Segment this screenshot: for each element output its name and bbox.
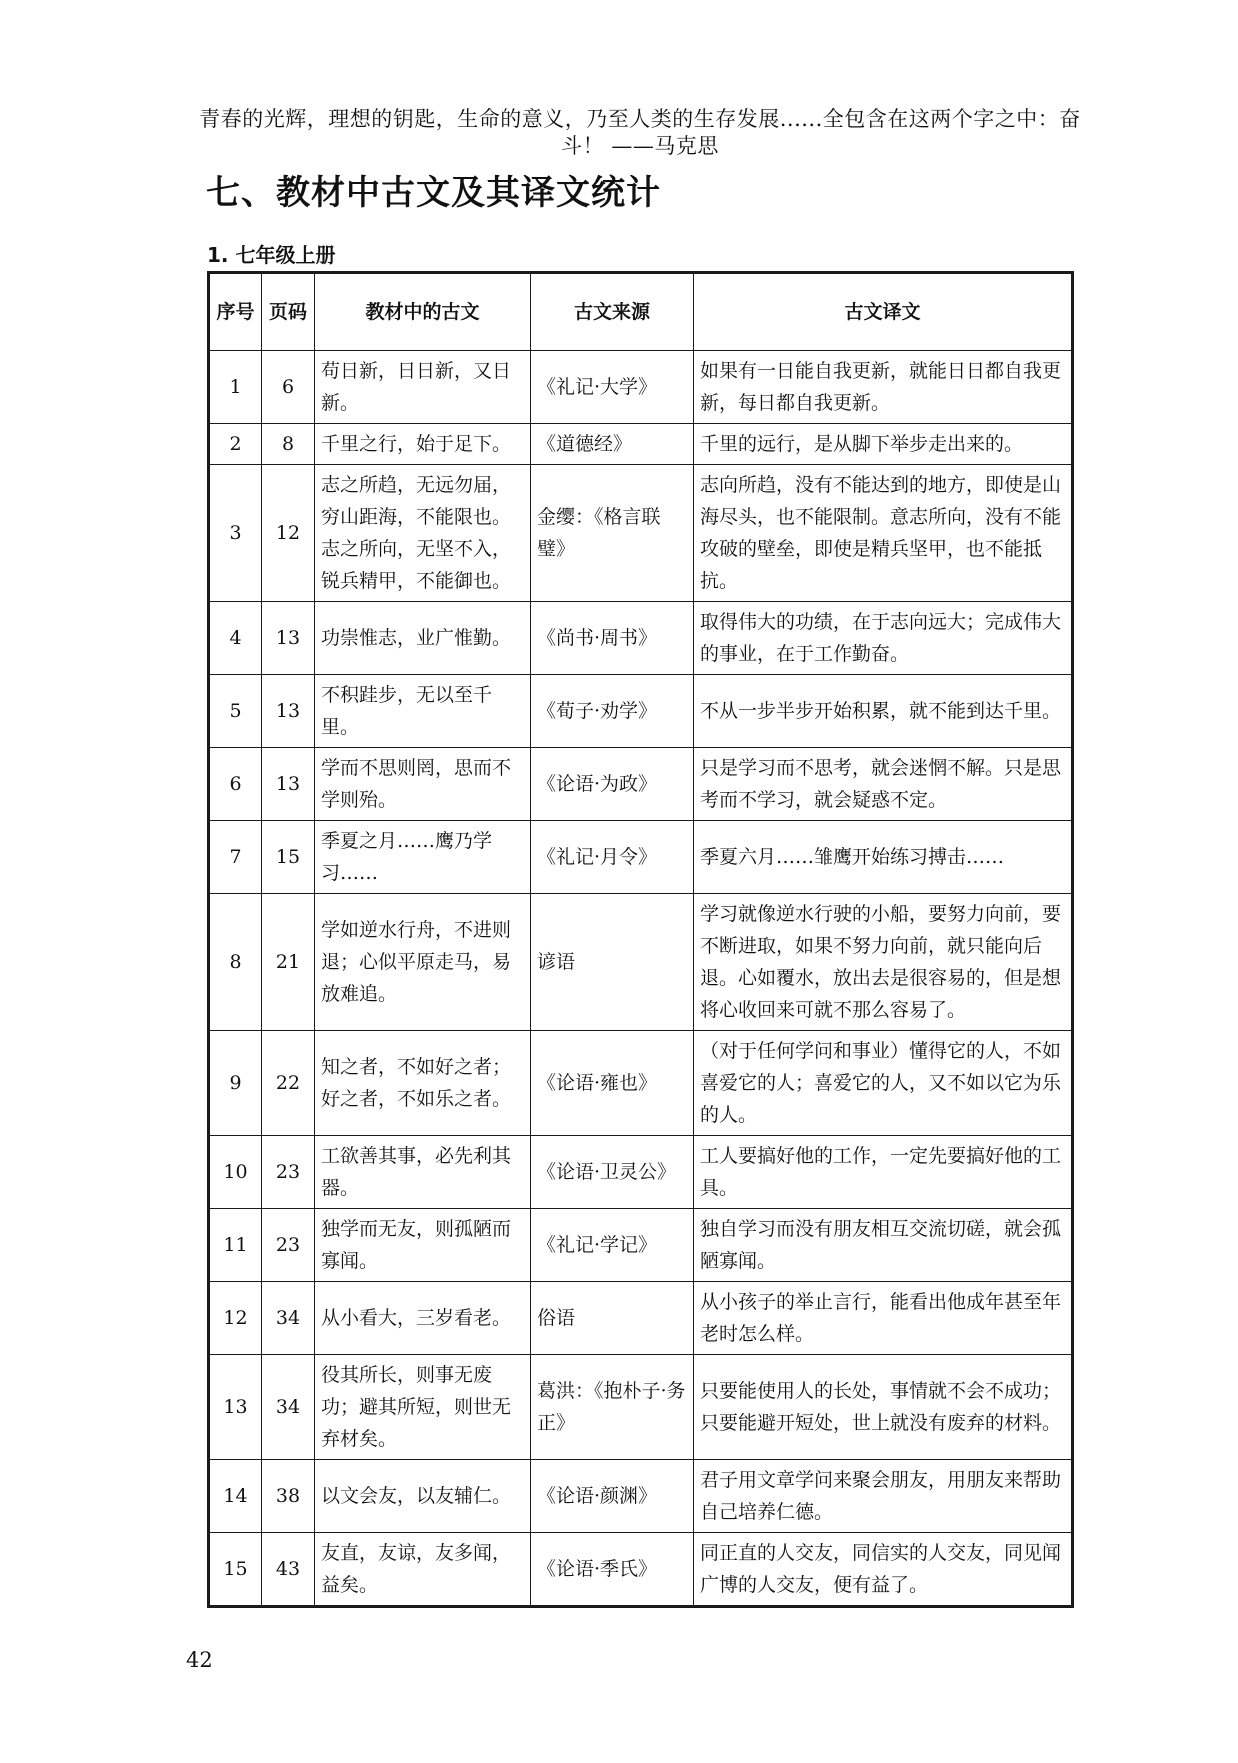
cell-page: 34 bbox=[262, 1355, 315, 1460]
cell-translation: 工人要搞好他的工作，一定先要搞好他的工具。 bbox=[694, 1136, 1073, 1209]
cell-no: 10 bbox=[209, 1136, 262, 1209]
cell-translation: 只是学习而不思考，就会迷惘不解。只是思考而不学习，就会疑惑不定。 bbox=[694, 748, 1073, 821]
cell-source: 《礼记·学记》 bbox=[531, 1209, 694, 1282]
cell-page: 13 bbox=[262, 748, 315, 821]
cell-translation: 千里的远行，是从脚下举步走出来的。 bbox=[694, 424, 1073, 465]
cell-translation: 君子用文章学问来聚会朋友，用朋友来帮助自己培养仁德。 bbox=[694, 1460, 1073, 1533]
cell-page: 12 bbox=[262, 465, 315, 602]
cell-page: 8 bbox=[262, 424, 315, 465]
table-row bbox=[209, 748, 1073, 821]
cell-classical-text: 知之者，不如好之者；好之者，不如乐之者。 bbox=[315, 1031, 531, 1136]
cell-no: 6 bbox=[209, 748, 262, 821]
table-row bbox=[209, 894, 1073, 1031]
cell-source: 《论语·季氏》 bbox=[531, 1533, 694, 1607]
cell-source: 《论语·颜渊》 bbox=[531, 1460, 694, 1533]
table-row bbox=[209, 1136, 1073, 1209]
table-row bbox=[209, 1031, 1073, 1136]
cell-no: 4 bbox=[209, 602, 262, 675]
cell-no: 14 bbox=[209, 1460, 262, 1533]
cell-translation: 季夏六月……雏鹰开始练习搏击…… bbox=[694, 821, 1073, 894]
cell-page: 13 bbox=[262, 602, 315, 675]
cell-no: 1 bbox=[209, 351, 262, 424]
cell-source: 《荀子·劝学》 bbox=[531, 675, 694, 748]
cell-source: 《尚书·周书》 bbox=[531, 602, 694, 675]
cell-source: 葛洪：《抱朴子·务正》 bbox=[531, 1355, 694, 1460]
table-row bbox=[209, 351, 1073, 424]
quote: 青春的光辉，理想的钥匙，生命的意义，乃至人类的生存发展......全包含在这两个字之中：奋斗！ ——马克思 bbox=[199, 107, 1081, 158]
cell-translation: 同正直的人交友，同信实的人交友，同见闻广博的人交友，便有益了。 bbox=[694, 1533, 1073, 1607]
cell-classical-text: 学如逆水行舟，不进则退；心似平原走马，易放难追。 bbox=[315, 894, 531, 1031]
cell-page: 23 bbox=[262, 1209, 315, 1282]
cell-classical-text: 千里之行，始于足下。 bbox=[315, 424, 531, 465]
cell-no: 5 bbox=[209, 675, 262, 748]
header-page: 页码 bbox=[262, 273, 315, 351]
cell-classical-text: 役其所长，则事无废功；避其所短，则世无弃材矣。 bbox=[315, 1355, 531, 1460]
table-row bbox=[209, 675, 1073, 748]
cell-source: 《论语·卫灵公》 bbox=[531, 1136, 694, 1209]
cell-page: 38 bbox=[262, 1460, 315, 1533]
cell-source: 《礼记·月令》 bbox=[531, 821, 694, 894]
table-body bbox=[209, 351, 1073, 1607]
cell-no: 11 bbox=[209, 1209, 262, 1282]
cell-classical-text: 工欲善其事，必先利其器。 bbox=[315, 1136, 531, 1209]
cell-page: 6 bbox=[262, 351, 315, 424]
cell-source: 谚语 bbox=[531, 894, 694, 1031]
table-row bbox=[209, 424, 1073, 465]
section-title: 1. 七年级上册 bbox=[207, 243, 336, 267]
cell-page: 21 bbox=[262, 894, 315, 1031]
cell-translation: 如果有一日能自我更新，就能日日都自我更新，每日都自我更新。 bbox=[694, 351, 1073, 424]
cell-translation: 独自学习而没有朋友相互交流切磋，就会孤陋寡闻。 bbox=[694, 1209, 1073, 1282]
cell-translation: 志向所趋，没有不能达到的地方，即使是山海尽头，也不能限制。意志所向，没有不能攻破的壁垒，即使是精兵坚甲，也不能抵抗。 bbox=[694, 465, 1073, 602]
cell-page: 13 bbox=[262, 675, 315, 748]
classical-text-table bbox=[207, 271, 1074, 1608]
table-row bbox=[209, 602, 1073, 675]
header-text: 教材中的古文 bbox=[315, 273, 531, 351]
cell-classical-text: 不积跬步，无以至千里。 bbox=[315, 675, 531, 748]
table-row bbox=[209, 1209, 1073, 1282]
table-row bbox=[209, 1282, 1073, 1355]
cell-no: 13 bbox=[209, 1355, 262, 1460]
cell-translation: 不从一步半步开始积累，就不能到达千里。 bbox=[694, 675, 1073, 748]
cell-no: 12 bbox=[209, 1282, 262, 1355]
table-header-row bbox=[209, 273, 1073, 351]
cell-no: 7 bbox=[209, 821, 262, 894]
cell-no: 8 bbox=[209, 894, 262, 1031]
cell-translation: 只要能使用人的长处，事情就不会不成功；只要能避开短处，世上就没有废弃的材料。 bbox=[694, 1355, 1073, 1460]
cell-source: 金缨：《格言联璧》 bbox=[531, 465, 694, 602]
cell-page: 22 bbox=[262, 1031, 315, 1136]
cell-translation: 学习就像逆水行驶的小船，要努力向前，要不断进取，如果不努力向前，就只能向后退。心如覆水，放出去是很容易的，但是想将心收回来可就不那么容易了。 bbox=[694, 894, 1073, 1031]
cell-classical-text: 苟日新，日日新，又日新。 bbox=[315, 351, 531, 424]
cell-page: 34 bbox=[262, 1282, 315, 1355]
cell-no: 15 bbox=[209, 1533, 262, 1607]
table-row bbox=[209, 465, 1073, 602]
table-row bbox=[209, 1355, 1073, 1460]
table-row bbox=[209, 1460, 1073, 1533]
cell-classical-text: 功崇惟志，业广惟勤。 bbox=[315, 602, 531, 675]
cell-translation: 从小孩子的举止言行，能看出他成年甚至年老时怎么样。 bbox=[694, 1282, 1073, 1355]
cell-classical-text: 以文会友，以友辅仁。 bbox=[315, 1460, 531, 1533]
header-source: 古文来源 bbox=[531, 273, 694, 351]
cell-translation: 取得伟大的功绩，在于志向远大；完成伟大的事业，在于工作勤奋。 bbox=[694, 602, 1073, 675]
cell-source: 《道德经》 bbox=[531, 424, 694, 465]
cell-source: 俗语 bbox=[531, 1282, 694, 1355]
cell-translation: （对于任何学问和事业）懂得它的人，不如喜爱它的人；喜爱它的人，又不如以它为乐的人。 bbox=[694, 1031, 1073, 1136]
cell-classical-text: 志之所趋，无远勿届，穷山距海，不能限也。志之所向，无坚不入，锐兵精甲，不能御也。 bbox=[315, 465, 531, 602]
table-row bbox=[209, 1533, 1073, 1607]
cell-page: 23 bbox=[262, 1136, 315, 1209]
cell-classical-text: 从小看大，三岁看老。 bbox=[315, 1282, 531, 1355]
cell-no: 9 bbox=[209, 1031, 262, 1136]
cell-source: 《礼记·大学》 bbox=[531, 351, 694, 424]
cell-classical-text: 独学而无友，则孤陋而寡闻。 bbox=[315, 1209, 531, 1282]
cell-classical-text: 季夏之月……鹰乃学习…… bbox=[315, 821, 531, 894]
page-number: 42 bbox=[186, 1648, 213, 1672]
header-translation: 古文译文 bbox=[694, 273, 1073, 351]
cell-classical-text: 友直，友谅，友多闻，益矣。 bbox=[315, 1533, 531, 1607]
cell-page: 15 bbox=[262, 821, 315, 894]
cell-no: 2 bbox=[209, 424, 262, 465]
cell-classical-text: 学而不思则罔，思而不学则殆。 bbox=[315, 748, 531, 821]
cell-source: 《论语·雍也》 bbox=[531, 1031, 694, 1136]
table-row bbox=[209, 821, 1073, 894]
cell-source: 《论语·为政》 bbox=[531, 748, 694, 821]
chapter-title: 七、教材中古文及其译文统计 bbox=[206, 173, 661, 213]
cell-no: 3 bbox=[209, 465, 262, 602]
header-no: 序号 bbox=[209, 273, 262, 351]
cell-page: 43 bbox=[262, 1533, 315, 1607]
